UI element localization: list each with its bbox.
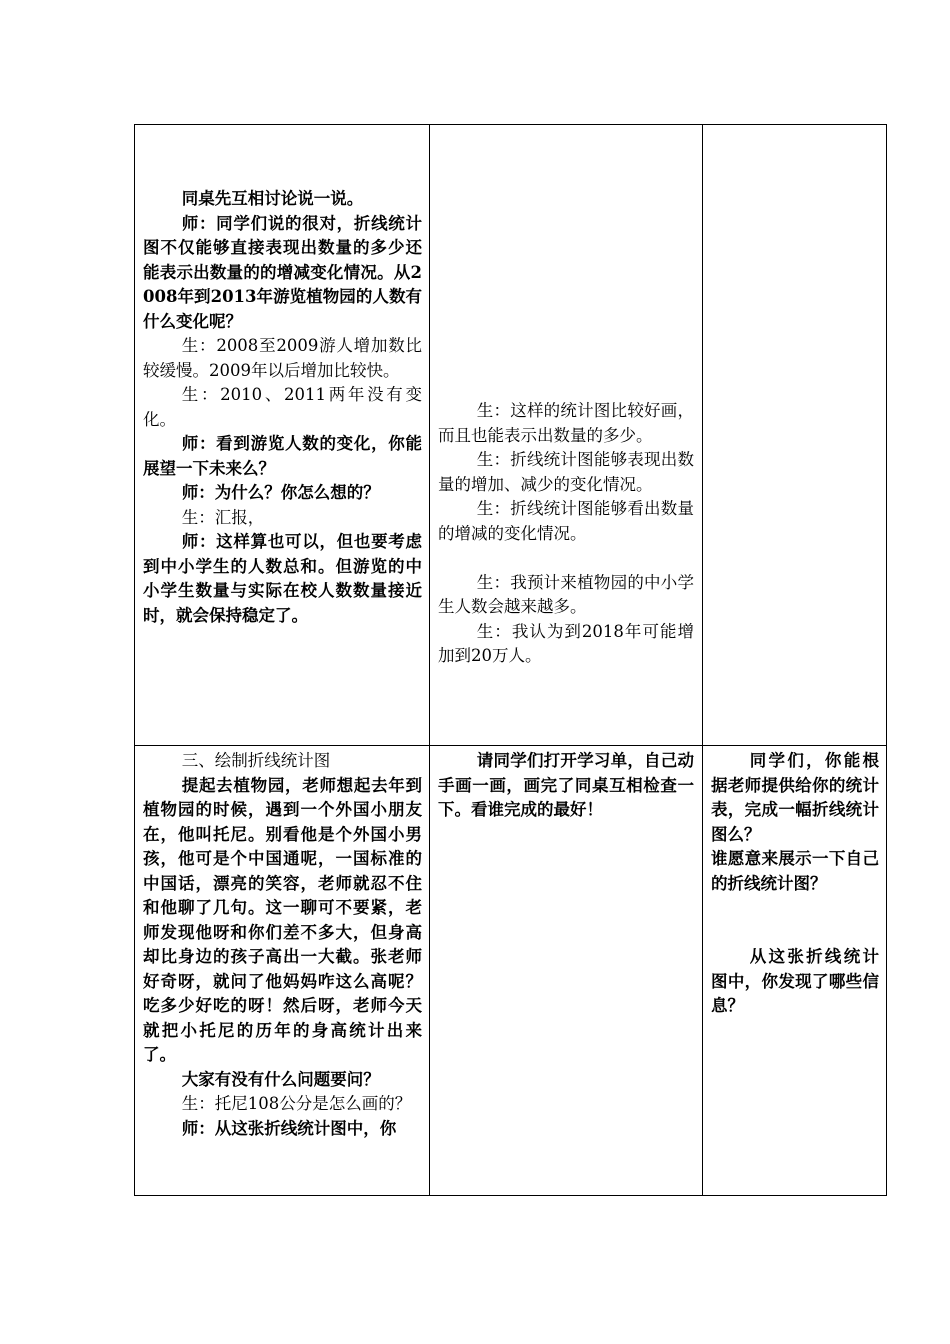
- text-paragraph: 生：2010、2011两年没有变化。: [143, 385, 422, 429]
- text-paragraph: 生：2008至2009游人增加数比较缓慢。2009年以后增加比较快。: [143, 336, 422, 380]
- text-paragraph: 师：这样算也可以，但也要考虑到中小学生的人数总和。但游览的中小学生数量与实际在校人数数量接近时，就会保持稳定了。: [143, 532, 422, 625]
- text-paragraph: 生：折线统计图能够看出数量的增减的变化情况。: [438, 499, 694, 543]
- row-divider: [134, 745, 887, 746]
- text-paragraph: 师：同学们说的很对，折线统计图不仅能够直接表现出数量的多少还能表示出数量的的增减变化情况。从2008年到2013年游览植物园的人数有什么变化呢？: [143, 213, 422, 331]
- text-paragraph: 生：我认为到2018年可能增加到20万人。: [438, 621, 694, 665]
- text-paragraph: 生：这样的统计图比较好画，而且也能表示出数量的多少。: [438, 401, 694, 445]
- text-paragraph: 师：看到游览人数的变化，你能展望一下未来么？: [143, 434, 422, 478]
- table-top-border: [134, 124, 887, 125]
- table-left-border: [134, 124, 135, 1196]
- text-paragraph: 请同学们打开学习单，自己动手画一画，画完了同桌互相检查一下。看谁完成的最好！: [438, 751, 694, 819]
- text-paragraph: 大家有没有什么问题要问？: [181, 1069, 380, 1089]
- text-paragraph: 生：托尼108公分是怎么画的？: [181, 1094, 412, 1113]
- spacer: [438, 546, 694, 571]
- text-paragraph: 谁愿意来展示一下自己的折线统计图？: [711, 849, 879, 893]
- text-paragraph: 师：从这张折线统计图中，你: [181, 1118, 397, 1138]
- row2-col1-cell: [143, 749, 422, 1141]
- text-paragraph: 同学们，你能根据老师提供给你的统计表，完成一幅折线统计图么？: [711, 751, 879, 844]
- text-paragraph: 生：折线统计图能够表现出数量的增加、减少的变化情况。: [438, 450, 694, 494]
- row2-col3-cell: [711, 749, 879, 1019]
- text-paragraph: 生：汇报，: [181, 507, 265, 527]
- row1-col2-cell: [438, 399, 694, 669]
- spacer: [711, 921, 879, 946]
- column-divider-2: [702, 124, 703, 1196]
- text-paragraph: 同桌先互相讨论说一说。: [181, 189, 364, 208]
- spacer: [711, 896, 879, 921]
- column-divider-1: [429, 124, 430, 1196]
- text-paragraph: 生：我预计来植物园的中小学生人数会越来越多。: [438, 572, 694, 616]
- text-paragraph: 提起去植物园，老师想起去年到植物园的时候，遇到一个外国小朋友在，他叫托尼。别看他是个外国小男孩，他可是个中国通呢，一国标准的中国话，漂亮的笑容，老师就忍不住和他聊了几句。这一聊可不要紧，老师发现他呀和你们差不多大，但身高却比身边的孩子高出一大截。张老师好奇呀，就问了他妈妈咋这么高呢？吃多少好吃的呀！然后呀，老师今天就把小托尼的历年的身高统计出来了。: [143, 775, 422, 1064]
- text-paragraph: 从这张折线统计图中，你发现了哪些信息？: [711, 947, 879, 1015]
- table-right-border: [886, 124, 887, 1196]
- row2-col2-cell: [438, 749, 694, 823]
- section-heading: 三、绘制折线统计图: [181, 751, 331, 770]
- row1-col1-cell: [143, 187, 422, 628]
- text-paragraph: 师：为什么？你怎么想的？: [181, 483, 380, 502]
- table-bottom-border: [134, 1195, 887, 1196]
